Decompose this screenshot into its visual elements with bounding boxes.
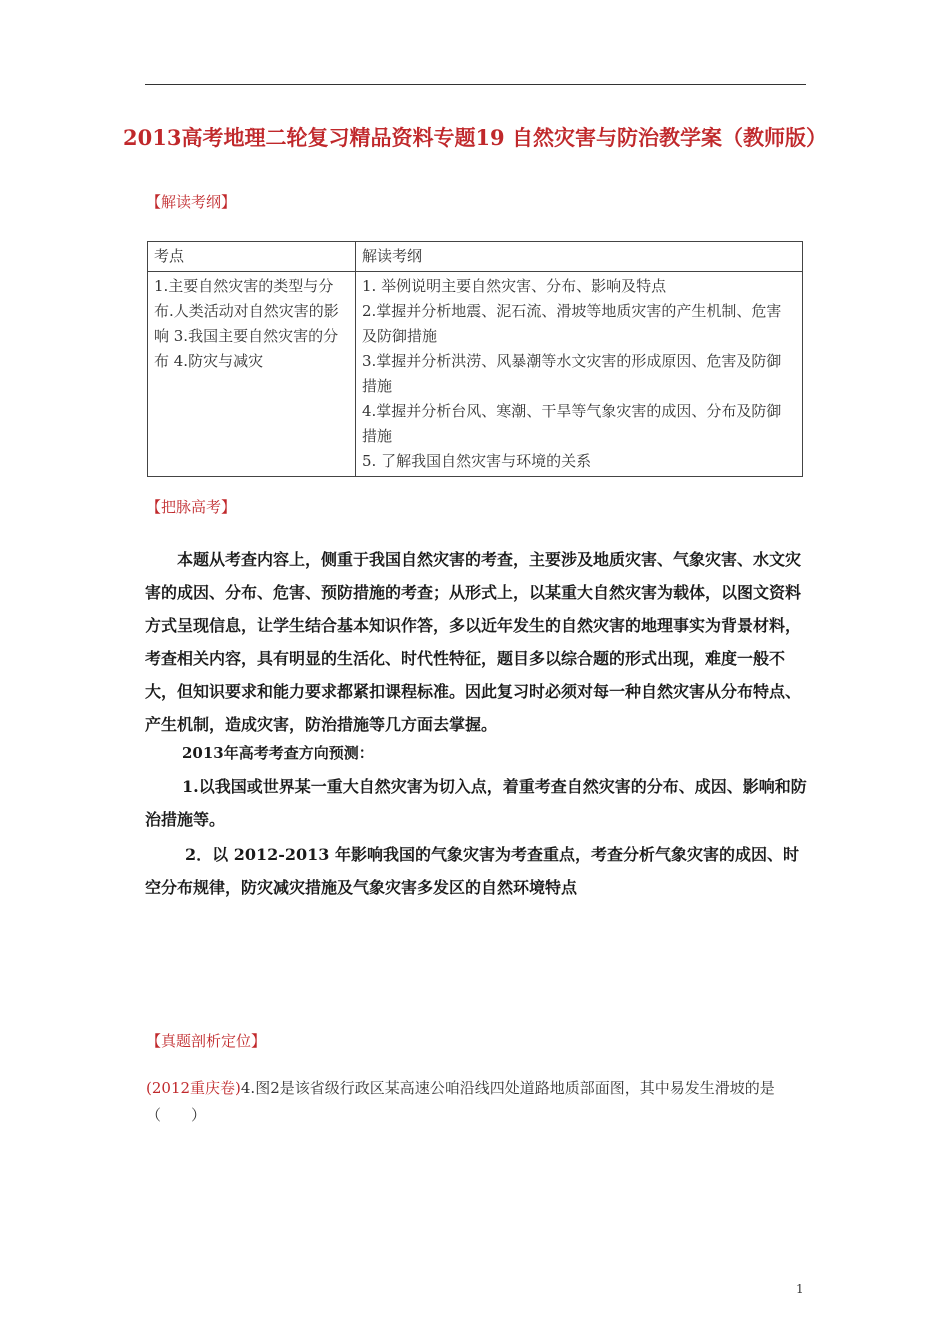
- exam-points-cell: 1.主要自然灾害的类型与分布.人类活动对自然灾害的影响 3.我国主要自然灾害的分布 4.防灾与减灾: [148, 272, 356, 477]
- forecast-heading: 2013年高考考查方向预测：: [182, 744, 374, 762]
- list-item: 4.掌握并分析台风、寒潮、干旱等气象灾害的成因、分布及防御措施: [362, 402, 782, 445]
- table-header-row: [148, 242, 803, 272]
- question-source: (2012重庆卷): [146, 1079, 241, 1097]
- question-text: 4.图2是该省级行政区某高速公咱沿线四处道路地质部面图，其中易发生滑坡的是（ ）: [146, 1079, 775, 1124]
- header-rule: [145, 84, 806, 85]
- table-header-cell: 解读考纲: [356, 242, 803, 272]
- table-row: [148, 272, 803, 477]
- exam-intro-paragraph: 本题从考查内容上，侧重于我国自然灾害的考查，主要涉及地质灾害、气象灾害、水文灾害的成因、分布、危害、预防措施的考查；从形式上，以某重大自然灾害为载体，以图文资料方式呈现信息，让学生结合基本知识作答，多以近年发生的自然灾害的地理事实为背景材料，考查相关内容，具有明显的生活化、时代性特征，题目多以综合题的形式出现，难度一般不大，但知识要求和能力要求都紧扣课程标准。因此复习时必须对每一种自然灾害从分布特点、产生机制，造成灾害，防治措施等几方面去掌握。: [145, 550, 802, 734]
- forecast-point-2: 2．以 2012-2013 年影响我国的气象灾害为考查重点，考查分析气象灾害的成因、时空分布规律，防灾减灾措施及气象灾害多发区的自然环境特点: [145, 845, 799, 897]
- list-item: 5. 了解我国自然灾害与环境的关系: [362, 452, 592, 470]
- section-label-exam: 【把脉高考】: [146, 498, 237, 516]
- forecast-point-1: 1.以我国或世界某一重大自然灾害为切入点，着重考查自然灾害的分布、成因、影响和防治措施等。: [145, 777, 807, 829]
- list-item: 1. 举例说明主要自然灾害、分布、影响及特点: [362, 277, 667, 295]
- list-item: 2.掌握并分析地震、泥石流、滑坡等地质灾害的产生机制、危害及防御措施: [362, 302, 782, 345]
- section-label-outline: 【解读考纲】: [146, 193, 237, 211]
- outline-table: [147, 241, 803, 477]
- section-label-analysis: 【真题剖析定位】: [146, 1032, 267, 1050]
- question-paragraph: [146, 1075, 808, 1129]
- list-item: 3.掌握并分析洪涝、风暴潮等水文灾害的形成原因、危害及防御措施: [362, 352, 782, 395]
- syllabus-cell: [356, 272, 803, 477]
- table-header-cell: 考点: [148, 242, 356, 272]
- document-title: 2013高考地理二轮复习精品资料专题19 自然灾害与防治教学案（教师版）: [123, 125, 827, 150]
- page-number: 1: [796, 1282, 804, 1296]
